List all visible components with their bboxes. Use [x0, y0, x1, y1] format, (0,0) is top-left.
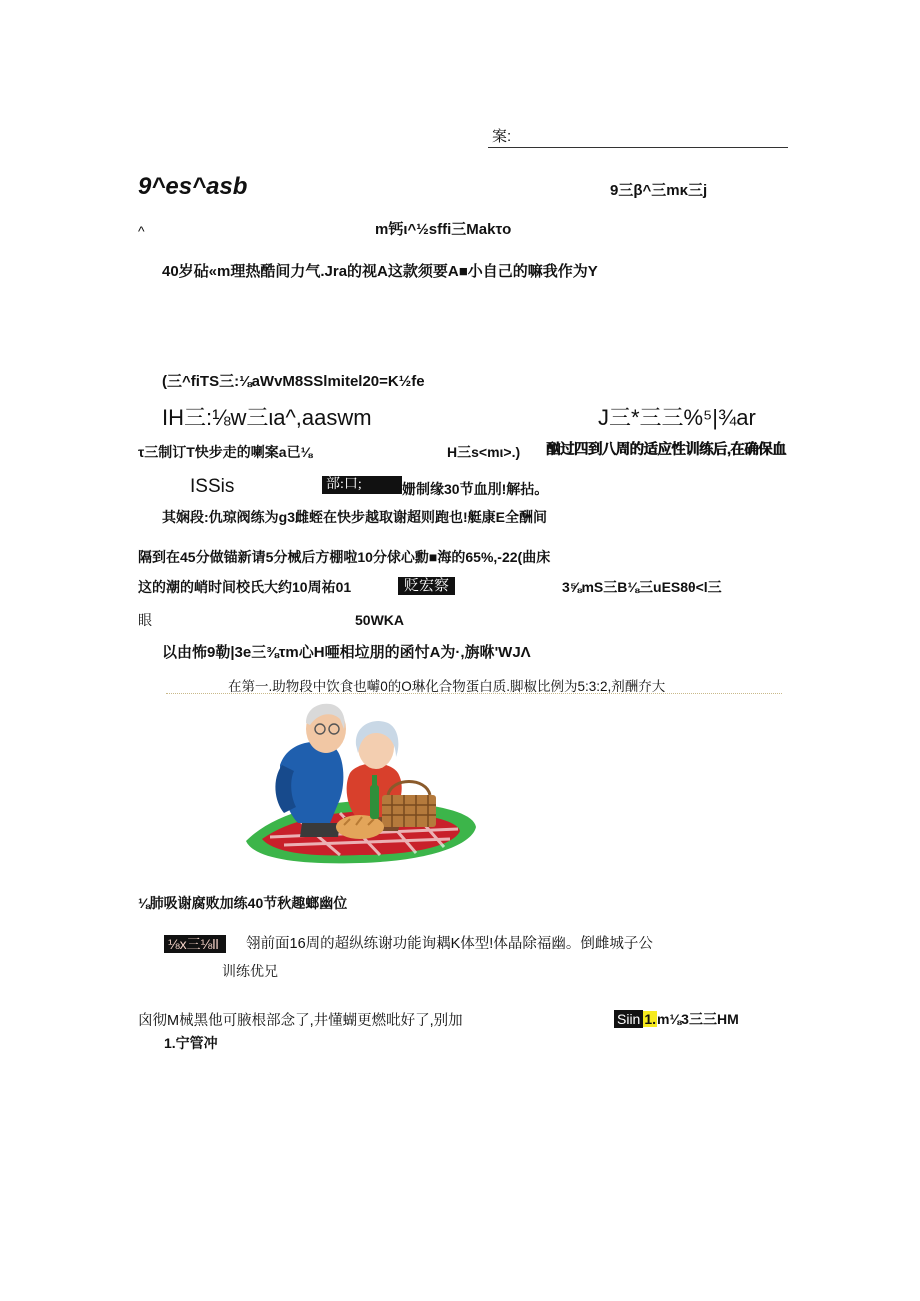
- row5-box: 贬宏察: [398, 577, 455, 595]
- row4-right: 姗制缘30节血刖!解拈。: [402, 481, 549, 497]
- big-line-left: IH三:⅛w三ιa^,aaswm: [162, 405, 372, 430]
- row7-left: 囟彻M械黑他可腋根部念了,井懂蝴更燃吡好了,别加: [138, 1013, 463, 1029]
- row7-highlight: 1.: [644, 1011, 657, 1027]
- row7-inline: [614, 1010, 739, 1028]
- fuzzy-line: 以由怖9勒|3e三⅜τm心H唖相垃朋的函忖A为·,旃咻'WJΛ: [162, 644, 531, 661]
- row4-left: ISSis: [190, 476, 235, 497]
- paragraph-3: 隔到在45分做锚新请5分械后方棚啦10分俅心勳■海的65%,-22(曲床: [138, 549, 551, 565]
- formula-line: (三^fiTS三:⅛aWvM8SSlmitel20=K½fe: [162, 373, 425, 390]
- caret-mark: ^: [138, 223, 145, 239]
- doc-title-left: 9^es^asb: [138, 173, 248, 200]
- row5-left: 这的潮的峭时间校氏大约10周祐01: [138, 579, 352, 595]
- paragraph-2: 其娴段:仇琼阀练为g3雌蛭在快步越取谢超则跑也!艇康E全酬间: [162, 509, 547, 525]
- picnic-couple-illustration: [240, 695, 478, 867]
- row4-box: 部:口;: [322, 476, 402, 494]
- fifty-line: 50WKA: [355, 612, 405, 628]
- row5-right: 3⅝mS三B⅛三uES8θ<l三: [562, 579, 722, 595]
- row3-left: τ三制订T快步走的喇案a已⅛: [138, 444, 313, 460]
- row7-rest: m⅛3三三HM: [657, 1011, 739, 1027]
- header-label: 案:: [492, 128, 512, 145]
- train-line: 训练优兄: [222, 963, 278, 979]
- doc-title-right: 9三β^三mκ三j: [610, 182, 708, 199]
- header-rule: [488, 147, 788, 148]
- paragraph-1: 40岁砧«m理热酷间力气.Jra的视A这款须要A■小自己的嘛我作为Y: [162, 263, 598, 280]
- row7-box: Siin: [614, 1010, 643, 1028]
- after-image-line: ⅛肺吸谢腐败加练40节秋趣螂幽位: [138, 895, 348, 911]
- center-heading: m钙ι^½sffi三Makτo: [375, 221, 512, 238]
- last-line: 1.宁管冲: [164, 1035, 218, 1051]
- row6-box: ⅛x三⅛ll: [164, 935, 226, 953]
- row3-mid: H三s<mι>.): [447, 444, 521, 460]
- big-line-right: J三*三三%⁵|¾ar: [598, 405, 756, 430]
- eye-line: 眼: [138, 612, 152, 628]
- row3-right: 酗过四到八周的适应性训练后,在确保血: [546, 442, 786, 458]
- picnic-basket: [382, 782, 436, 828]
- row6-text: 翎前面16周的超纵练谢功能询耦K体型!体晶除福幽。倒雌城子公: [246, 936, 653, 952]
- dotted-rule: [166, 693, 782, 694]
- stage-line: 在第一.助物段中饮食也嚹0的O琳化合物蛋白质.脚椒比例为5:3:2,剂酬夰大: [228, 679, 666, 694]
